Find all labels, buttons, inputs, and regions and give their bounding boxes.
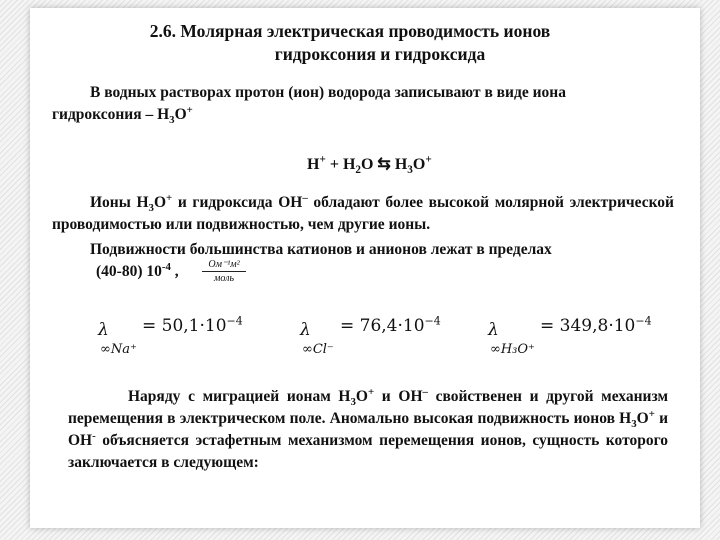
p5-d: свойственен и другой механизм перемещения в электрическом поле. Аномально высокая подвижность ионов H <box>68 388 669 427</box>
lambda-symbol: λ <box>488 320 499 340</box>
relay-mechanism-paragraph <box>68 386 668 474</box>
intro-paragraph <box>52 82 652 126</box>
p2-a: Ионы H <box>90 194 149 211</box>
intro-line-2 <box>52 104 652 126</box>
eq-plus: + H <box>325 156 356 173</box>
lambda-symbol: λ <box>300 320 311 340</box>
range-comma: , <box>170 263 179 280</box>
mobility-range-text: Подвижности большинства катионов и анионов лежат в пределах <box>90 241 552 258</box>
eq-arrow: O ⇆ H <box>360 156 408 173</box>
title-line-1: 2.6. Молярная электрическая проводимость ионов <box>149 21 551 41</box>
mobility-range-value <box>96 261 179 283</box>
p5-b: O <box>355 388 368 405</box>
intro-line-1: В водных растворах протон (ион) водорода записывают в виде иона <box>90 84 566 101</box>
value-exp: −4 <box>635 314 652 328</box>
hydronium-equation <box>307 153 432 177</box>
range-exp: -4 <box>161 260 171 273</box>
p2-d: обладают более высокой молярной электрической проводимостью или подвижностью, чем другие ионы. <box>52 194 674 233</box>
p5-c: и OH <box>374 388 423 405</box>
ion-label: ∞H₃O⁺ <box>490 342 535 357</box>
p5-a-sub: 3 <box>350 396 356 409</box>
p5-e: O <box>636 410 649 427</box>
p2-a-sub: 3 <box>148 202 154 215</box>
mobility-value <box>340 316 441 336</box>
eq-h-sup: + <box>319 153 326 166</box>
p5-e-sup: + <box>648 407 655 420</box>
p2-b-sup: + <box>166 191 173 204</box>
eq-end-sup: + <box>425 153 432 166</box>
intro-text: гидроксония – H <box>52 106 170 123</box>
mobility-value <box>540 316 652 336</box>
conductivity-paragraph <box>52 192 674 236</box>
intro-tail: O <box>174 106 187 123</box>
p2-b: O <box>153 194 167 211</box>
p2-c-sup: – <box>302 191 308 204</box>
value-text: = 50,1·10 <box>142 316 227 336</box>
units-denominator: моль <box>213 273 235 284</box>
p5-d-sub: 3 <box>631 418 637 431</box>
ion-label: ∞Cl⁻ <box>302 342 334 357</box>
eq-h3o-sub: 3 <box>407 164 413 177</box>
value-text: = 76,4·10 <box>340 316 425 336</box>
eq-h2o-sub: 2 <box>355 164 361 177</box>
eq-h: H <box>307 156 320 173</box>
ion-label: ∞Na⁺ <box>100 342 137 357</box>
intro-sub: 3 <box>169 114 175 127</box>
mobility-value <box>142 316 243 336</box>
value-exp: −4 <box>424 314 441 328</box>
slide-title <box>30 20 700 66</box>
title-line-2: гидроксония и гидроксида <box>274 44 486 64</box>
lambda-symbol: λ <box>98 320 109 340</box>
intro-sup: + <box>186 103 193 116</box>
p2-c: и гидроксида OH <box>172 194 303 211</box>
p5-f: и OH <box>68 410 669 449</box>
p5-b-sup: + <box>367 385 375 398</box>
value-text: = 349,8·10 <box>540 316 636 336</box>
p5-c-sup: – <box>422 385 428 398</box>
p5-g: объясняется эстафетным механизмом перемещения ионов, сущность которого заключается в следующем: <box>68 432 668 471</box>
slide <box>30 8 700 528</box>
p5-a: Наряду с миграцией ионам H <box>128 388 351 405</box>
value-exp: −4 <box>226 314 243 328</box>
range-text: (40-80) 10 <box>96 263 162 280</box>
mobility-units <box>202 259 246 284</box>
p5-f-sup: - <box>92 429 96 442</box>
units-numerator: Ом⁻¹м² <box>202 259 246 272</box>
eq-o: O <box>412 156 426 173</box>
